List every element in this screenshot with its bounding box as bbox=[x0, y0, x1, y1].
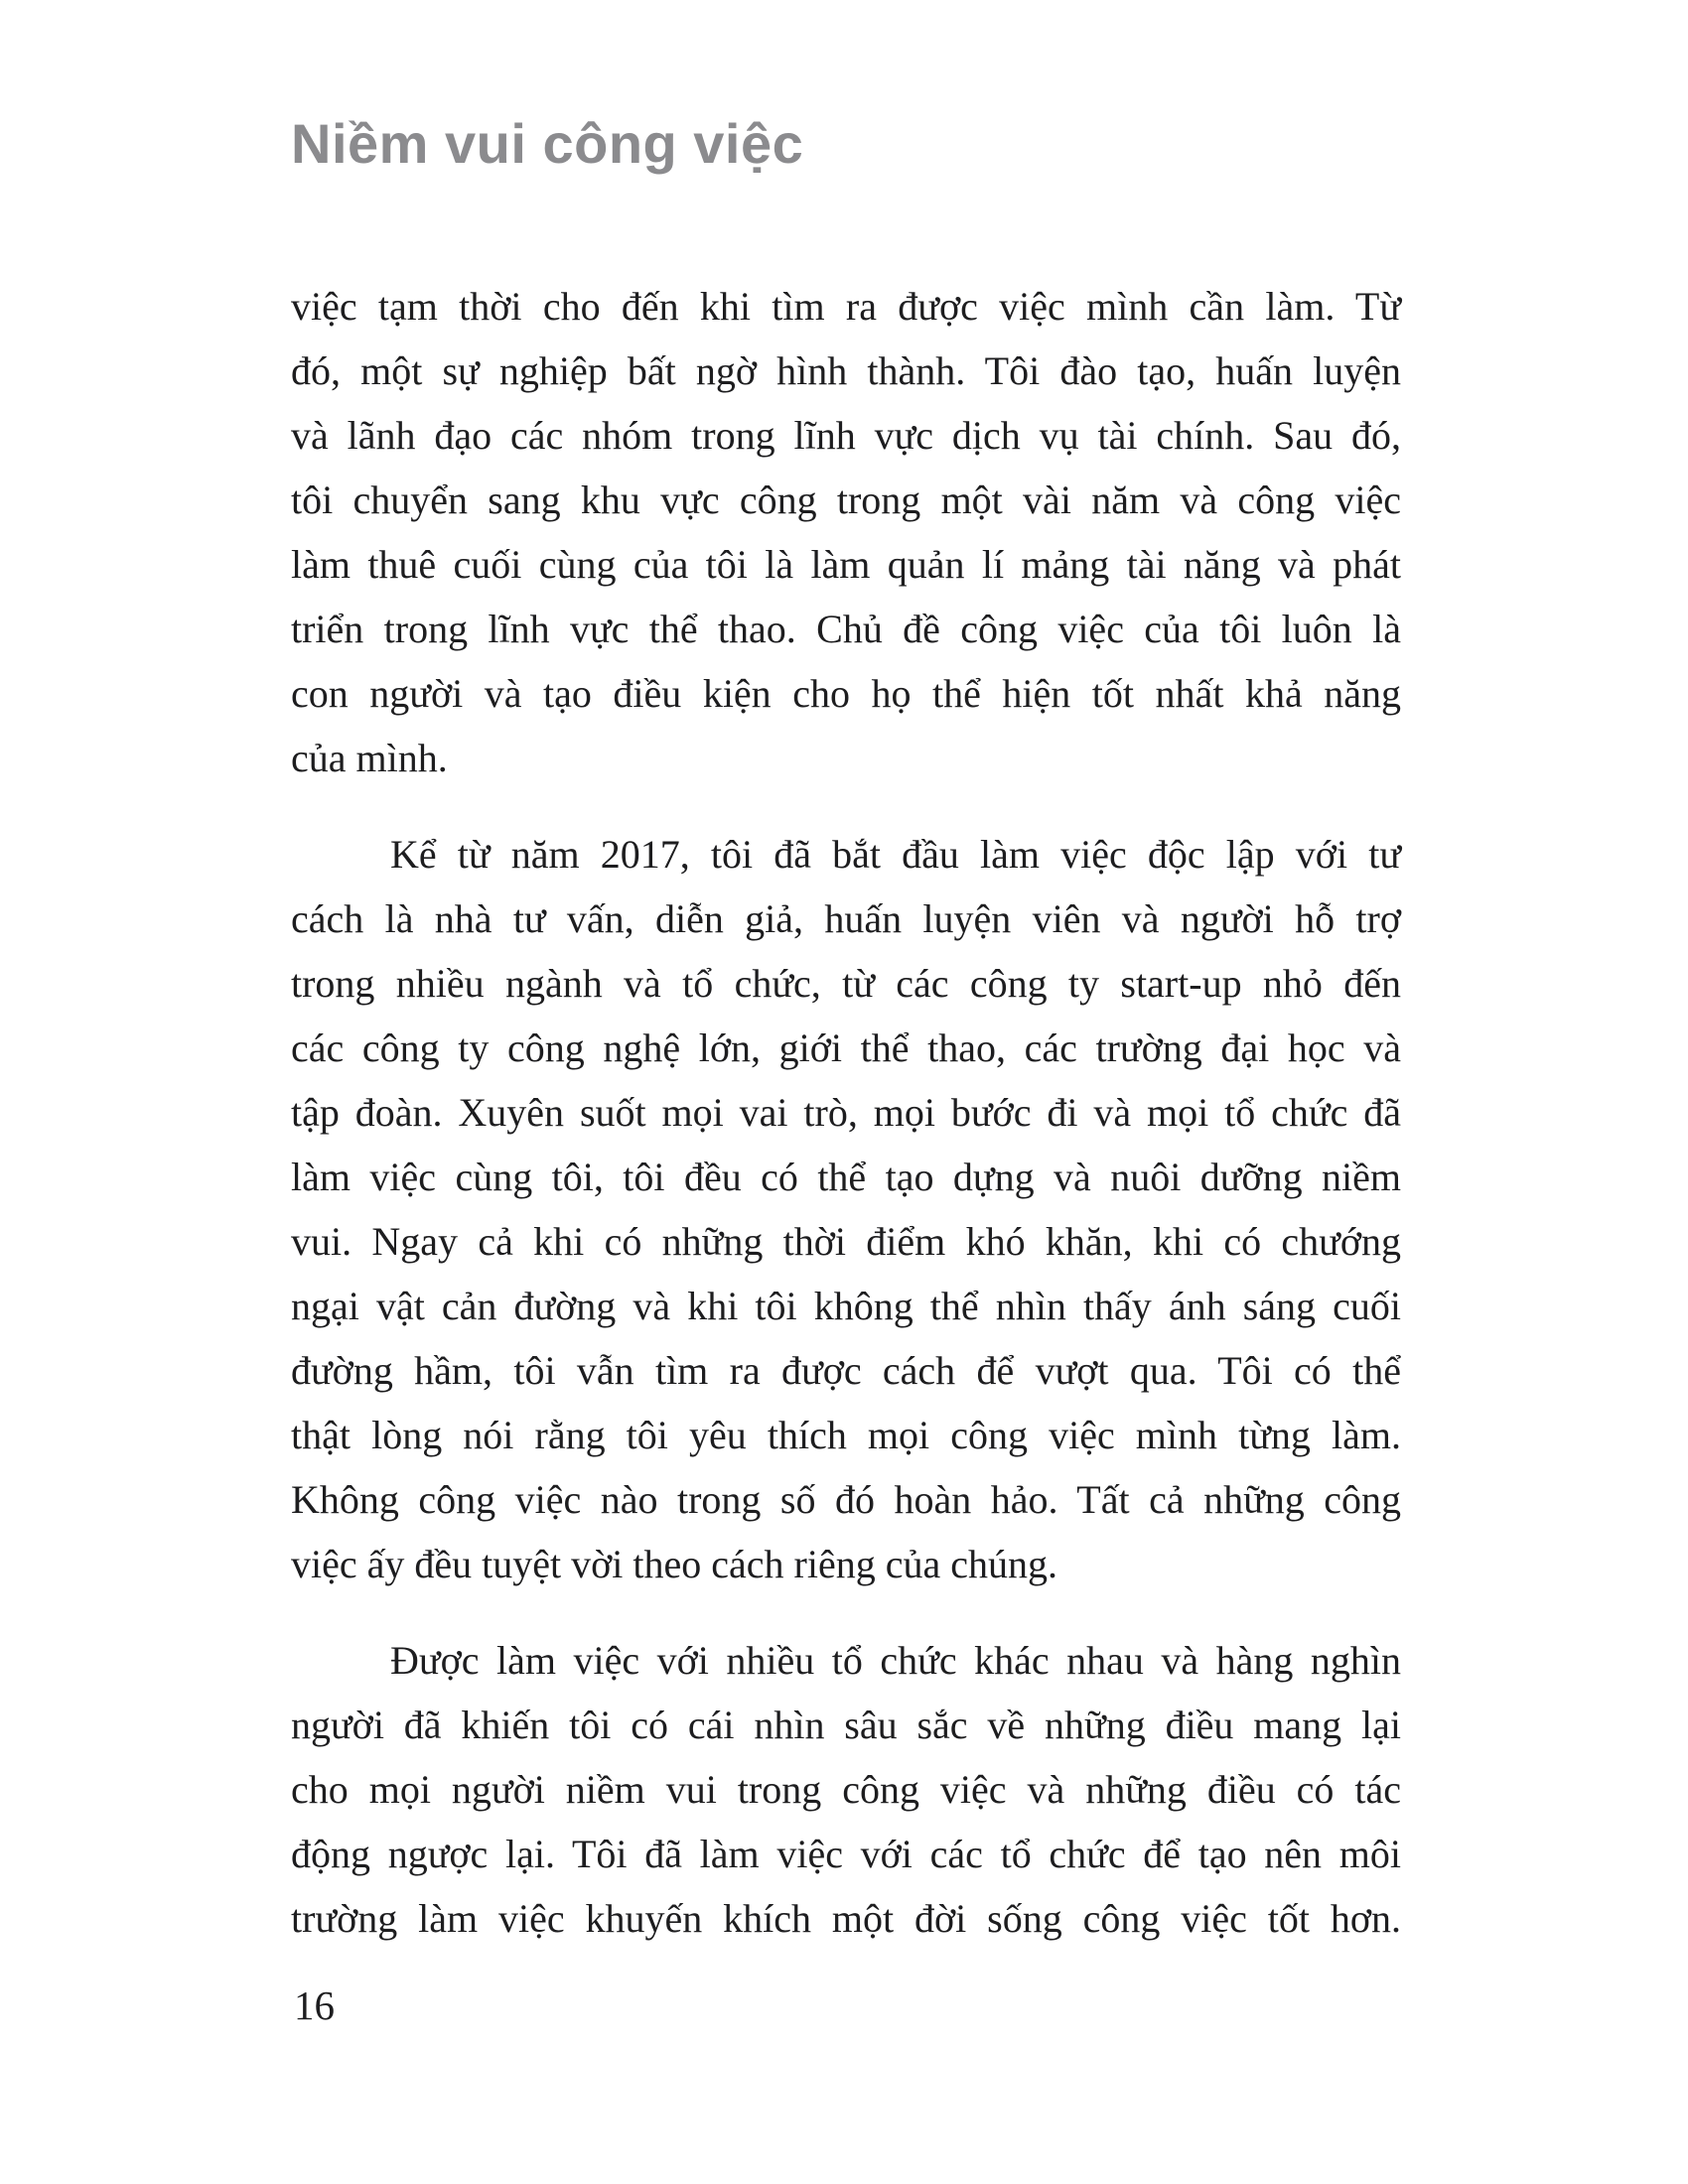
text-line: làm việc cùng tôi, tôi đều có thể tạo dựng và nuôi dưỡng niềm bbox=[291, 1155, 1401, 1199]
text-line: của mình. bbox=[291, 736, 448, 780]
running-head-title: Niềm vui công việc bbox=[291, 112, 804, 175]
text-line: Kể từ năm 2017, tôi đã bắt đầu làm việc độc lập với tư bbox=[390, 832, 1401, 877]
text-line: Được làm việc với nhiều tổ chức khác nhau và hàng nghìn bbox=[390, 1638, 1401, 1683]
text-line: tôi chuyển sang khu vực công trong một vài năm và công việc bbox=[291, 478, 1401, 522]
paragraph bbox=[291, 1628, 1401, 1951]
text-line: việc tạm thời cho đến khi tìm ra được việc mình cần làm. Từ bbox=[291, 284, 1401, 329]
text-line: đó, một sự nghiệp bất ngờ hình thành. Tôi đào tạo, huấn luyện bbox=[291, 348, 1401, 393]
text-line: động ngược lại. Tôi đã làm việc với các tổ chức để tạo nên môi bbox=[291, 1832, 1401, 1876]
text-line: đường hầm, tôi vẫn tìm ra được cách để vượt qua. Tôi có thể bbox=[291, 1348, 1401, 1393]
text-line: làm thuê cuối cùng của tôi là làm quản lí mảng tài năng và phát bbox=[291, 542, 1401, 587]
paragraph bbox=[291, 822, 1401, 1596]
text-line: tập đoàn. Xuyên suốt mọi vai trò, mọi bước đi và mọi tổ chức đã bbox=[291, 1090, 1401, 1135]
text-line: Không công việc nào trong số đó hoàn hảo. Tất cả những công bbox=[291, 1477, 1401, 1522]
paragraph bbox=[291, 274, 1401, 790]
text-line: người đã khiến tôi có cái nhìn sâu sắc về những điều mang lại bbox=[291, 1703, 1401, 1747]
text-line: các công ty công nghệ lớn, giới thể thao, các trường đại học và bbox=[291, 1025, 1401, 1070]
text-line: ngại vật cản đường và khi tôi không thể nhìn thấy ánh sáng cuối bbox=[291, 1284, 1401, 1328]
text-line: thật lòng nói rằng tôi yêu thích mọi công việc mình từng làm. bbox=[291, 1413, 1401, 1457]
body-text bbox=[291, 274, 1401, 1951]
text-line: việc ấy đều tuyệt vời theo cách riêng của chúng. bbox=[291, 1542, 1057, 1586]
text-line: và lãnh đạo các nhóm trong lĩnh vực dịch vụ tài chính. Sau đó, bbox=[291, 413, 1401, 458]
text-line: con người và tạo điều kiện cho họ thể hiện tốt nhất khả năng bbox=[291, 671, 1401, 716]
text-line: trường làm việc khuyến khích một đời sống công việc tốt hơn. bbox=[291, 1896, 1401, 1941]
text-line: triển trong lĩnh vực thể thao. Chủ đề công việc của tôi luôn là bbox=[291, 607, 1401, 651]
text-line: cho mọi người niềm vui trong công việc và những điều có tác bbox=[291, 1767, 1401, 1812]
text-line: vui. Ngay cả khi có những thời điểm khó khăn, khi có chướng bbox=[291, 1219, 1401, 1264]
page-number: 16 bbox=[294, 1982, 335, 2028]
text-line: cách là nhà tư vấn, diễn giả, huấn luyện viên và người hỗ trợ bbox=[291, 896, 1401, 941]
text-line: trong nhiều ngành và tổ chức, từ các công ty start-up nhỏ đến bbox=[291, 961, 1401, 1006]
